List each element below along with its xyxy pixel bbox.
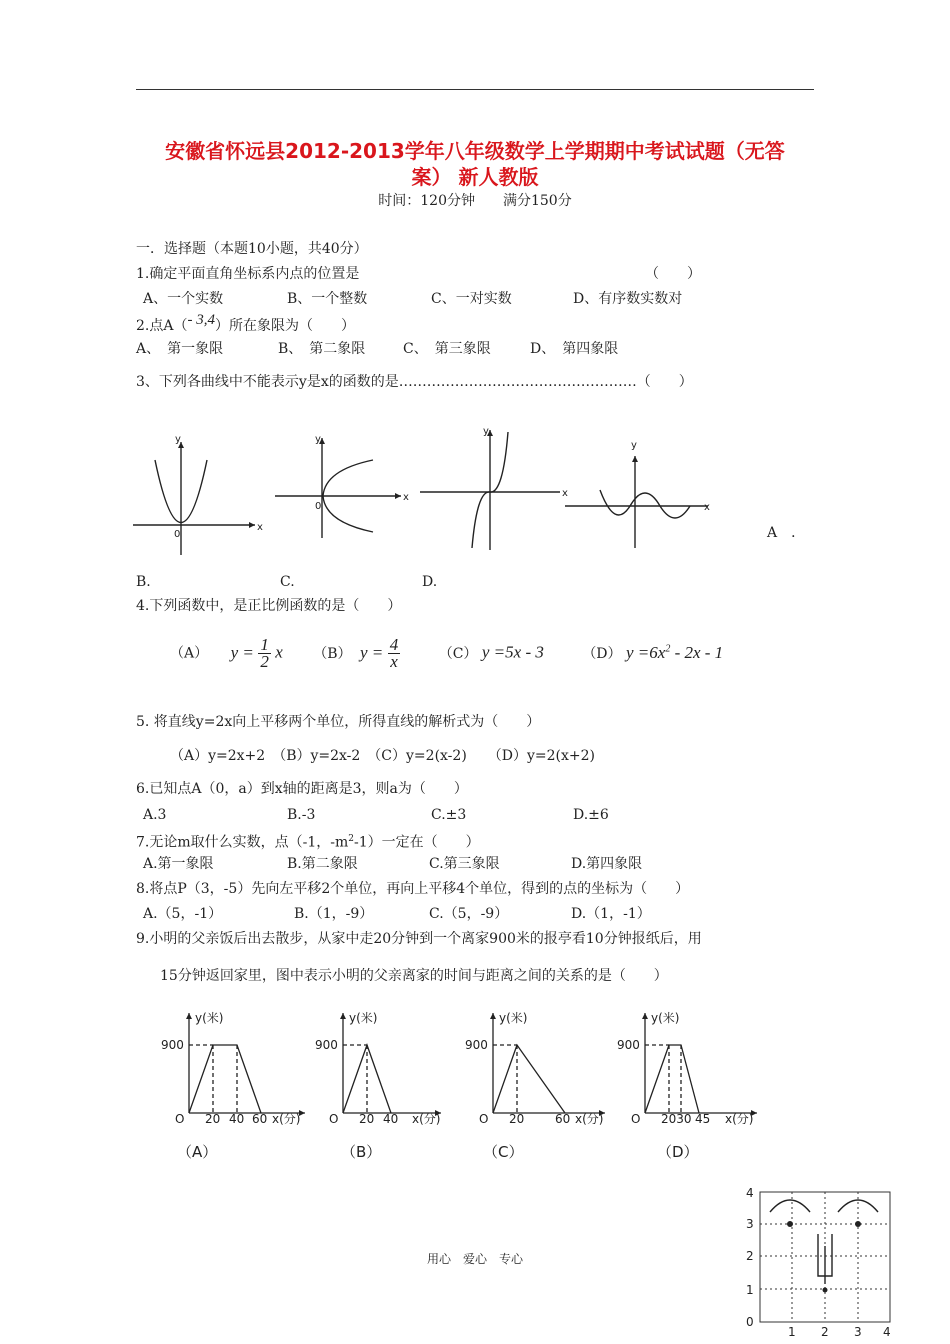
q9-graphs — [155, 1005, 795, 1170]
grid-y-tick-1: 1 — [746, 1283, 754, 1297]
graph-a-path — [189, 1045, 261, 1113]
q4-option-c-label: （C） — [438, 645, 478, 662]
q7-stem — [136, 830, 480, 852]
graph-c-tick-2: 60 — [555, 1112, 571, 1126]
q4-option-d-label: （D） — [582, 645, 622, 662]
q3-stem: 3、下列各曲线中不能表示y是x的函数的是……………………………………………（ ） — [136, 374, 693, 390]
q3-label-a: A ． — [767, 525, 806, 541]
graph-a-tick-2: 40 — [229, 1112, 245, 1126]
graph-c-x-title: x(分) — [575, 1112, 604, 1126]
graph-b-tick-1: 20 — [359, 1112, 375, 1126]
exam-title-line2: 案） 新人教版 — [411, 165, 539, 189]
q4-option-d-expr — [626, 643, 723, 662]
grid-x-tick-3: 3 — [854, 1325, 862, 1339]
grid-x-tick-1: 1 — [788, 1325, 796, 1339]
q2-stem-pre: 2.点A（ — [136, 318, 188, 334]
q5-options: （A）y=2x+2 （B）y=2x-2 （C）y=2(x-2) （D）y=2(x+2) — [170, 748, 596, 764]
q9-stem-line1: 9.小明的父亲饭后出去散步，从家中走20分钟到一个离家900米的报亭看10分钟报纸后，用 — [136, 931, 702, 947]
q3-label-c: C. — [280, 574, 295, 590]
q9-graph-d — [617, 1010, 757, 1161]
graph-d-x-title: x(分) — [725, 1112, 754, 1126]
q7-stem-pre: 7.无论m取什么实数，点（-1，-m — [136, 834, 349, 851]
q7-option-d: D.第四象限 — [571, 856, 643, 872]
q7-exponent: 2 — [348, 834, 355, 844]
section-heading: 一．选择题（本题10小题，共40分） — [136, 241, 368, 257]
graph-a-x-arrow — [249, 522, 255, 528]
graph-c-y-value: 900 — [465, 1038, 488, 1052]
q4-option-a-label: （A） — [170, 645, 209, 662]
grid-y-tick-4: 4 — [746, 1186, 754, 1200]
q2-coordinate: - 3,4 — [187, 312, 215, 328]
q8-option-b: B.（1，-9） — [294, 906, 374, 922]
q7-option-c: C.第三象限 — [429, 856, 500, 872]
graph-a-x-title: x(分) — [272, 1112, 301, 1126]
graph-b-y-title: y(米) — [349, 1011, 378, 1025]
q4-option-d-exponent: 2 — [665, 643, 671, 654]
q6-option-c: C.±3 — [431, 807, 467, 823]
point-bottom — [823, 1288, 828, 1293]
grid-x-tick-2: 2 — [821, 1325, 829, 1339]
graph-d-tick-2: 45 — [695, 1112, 711, 1126]
q6-option-d: D.±6 — [573, 807, 609, 823]
q4-option-d-post: - 2x - 1 — [670, 642, 724, 662]
q4-option-b-fraction — [388, 637, 401, 670]
q7-option-a: A.第一象限 — [143, 856, 214, 872]
q4-option-a-numerator: 1 — [260, 635, 269, 655]
q4-option-a-fraction — [258, 637, 271, 670]
graph-d-y-label: y — [631, 440, 637, 451]
q4-option-a-denominator: 2 — [260, 652, 269, 672]
graph-a-x-label: x — [257, 522, 263, 533]
grid-y-tick-2: 2 — [746, 1249, 754, 1263]
graph-d-wave-curve — [600, 490, 690, 518]
graph-b-x-arrow — [395, 493, 401, 499]
q4-option-b-lhs: y = — [360, 642, 384, 662]
graph-a-y-title: y(米) — [195, 1011, 224, 1025]
q1-option-c: C、一对实数 — [431, 291, 512, 307]
q9-graph-c — [465, 1010, 605, 1161]
q2-option-c: C、 第三象限 — [403, 341, 491, 357]
exam-title-line1: 安徽省怀远县2012-2013学年八年级数学上学期期中考试试题（无答 — [165, 139, 785, 163]
q8-option-a: A.（5，-1） — [143, 906, 223, 922]
q4-option-b-numerator: 4 — [389, 635, 399, 655]
q1-option-d: D、有序数实数对 — [573, 291, 683, 307]
graph-d-x-label: x — [704, 502, 710, 513]
graph-b-y-label: y — [315, 434, 321, 445]
header-rule — [136, 89, 814, 90]
graph-d-tick-1: 2030 — [661, 1112, 692, 1126]
q3-label-b: B. — [136, 574, 151, 590]
q4-option-b-denominator: x — [390, 652, 398, 672]
q4-option-a-rhs: x — [275, 642, 283, 662]
point-right — [855, 1221, 861, 1227]
graph-b-x-title: x(分) — [412, 1112, 441, 1126]
graph-a-origin: 0 — [174, 529, 181, 540]
graph-d-y-value: 900 — [617, 1038, 640, 1052]
graph-a-y-value: 900 — [161, 1038, 184, 1052]
left-arc — [770, 1200, 810, 1212]
q2-stem-post: ）所在象限为（ ） — [214, 318, 355, 334]
graph-a-tick-3: 60 — [252, 1112, 268, 1126]
graph-d-y-title: y(米) — [651, 1011, 680, 1025]
graph-a-tick-1: 20 — [205, 1112, 221, 1126]
graph-d-path — [645, 1045, 699, 1113]
q9-graph-b — [315, 1010, 441, 1161]
graph-b-tick-2: 40 — [383, 1112, 399, 1126]
q1-answer-paren: （ ） — [645, 266, 701, 282]
q8-stem: 8.将点P（3，-5）先向左平移2个单位，再向上平移4个单位，得到的点的坐标为（ ） — [136, 881, 690, 897]
q3-label-d: D. — [422, 574, 438, 590]
q7-option-b: B.第二象限 — [287, 856, 358, 872]
grid-y-tick-3: 3 — [746, 1217, 754, 1231]
graph-b-label: （B） — [341, 1143, 382, 1161]
q1-option-a: A、一个实数 — [143, 291, 224, 307]
q3-graphs — [125, 420, 725, 560]
q7-stem-post: -1）一定在（ ） — [354, 834, 480, 851]
graph-a-y-label: y — [175, 434, 181, 445]
q6-stem: 6.已知点A（0，a）到x轴的距离是3，则a为（ ） — [136, 781, 468, 797]
q4-option-b-label: （B） — [313, 645, 352, 662]
q4-option-a-lhs: y = — [230, 642, 254, 662]
graph-c-y-title: y(米) — [499, 1011, 528, 1025]
q1-option-b: B、一个整数 — [287, 291, 368, 307]
graph-d-origin: O — [631, 1112, 641, 1126]
graph-c-x-label: x — [562, 488, 568, 499]
q2-option-a: A、 第一象限 — [136, 341, 224, 357]
q9-graph-a — [161, 1010, 305, 1161]
q4-option-c-expr: y =5x - 3 — [481, 642, 544, 662]
q9-stem-line2: 15分钟返回家里，图中表示小明的父亲离家的时间与距离之间的关系的是（ ） — [160, 968, 668, 984]
q2-option-d: D、 第四象限 — [530, 341, 619, 357]
q1-stem: 1.确定平面直角坐标系内点的位置是 — [136, 266, 360, 282]
q6-option-b: B.-3 — [287, 807, 316, 823]
q2-stem — [136, 312, 355, 335]
q8-option-d: D.（1，-1） — [571, 906, 651, 922]
q6-option-a: A.3 — [143, 807, 167, 823]
q2-option-b: B、 第二象限 — [278, 341, 366, 357]
graph-a-label: （A） — [177, 1143, 218, 1161]
q4-options — [170, 631, 723, 672]
graph-c-path — [493, 1045, 565, 1113]
graph-c-tick-1: 20 — [509, 1112, 525, 1126]
grid-x-tick-4: 4 — [883, 1325, 891, 1339]
q4-stem: 4.下列函数中，是正比例函数的是（ ） — [136, 598, 402, 614]
graph-d-y-arrow — [632, 456, 638, 462]
graph-c-label: （C） — [483, 1143, 524, 1161]
q4-option-d-pre: y =6x — [626, 642, 666, 662]
graph-d-label: （D） — [657, 1143, 699, 1161]
graph-b-y-value: 900 — [315, 1038, 338, 1052]
graph-a-origin: O — [175, 1112, 185, 1126]
point-left — [787, 1221, 793, 1227]
right-arc — [838, 1200, 878, 1212]
graph-b-origin: 0 — [315, 501, 322, 512]
graph-b-origin: O — [329, 1112, 339, 1126]
q8-option-c: C.（5，-9） — [429, 906, 509, 922]
graph-c-origin: O — [479, 1112, 489, 1126]
graph-c-y-label: y — [483, 426, 489, 437]
exam-subtitle: 时间：120分钟 满分150分 — [378, 193, 572, 209]
q5-stem: 5. 将直线y=2x向上平移两个单位，所得直线的解析式为（ ） — [136, 714, 541, 730]
graph-b-x-label: x — [403, 492, 409, 503]
page-footer: 用心 爱心 专心 — [426, 1252, 523, 1266]
grid-y-tick-0: 0 — [746, 1315, 754, 1329]
